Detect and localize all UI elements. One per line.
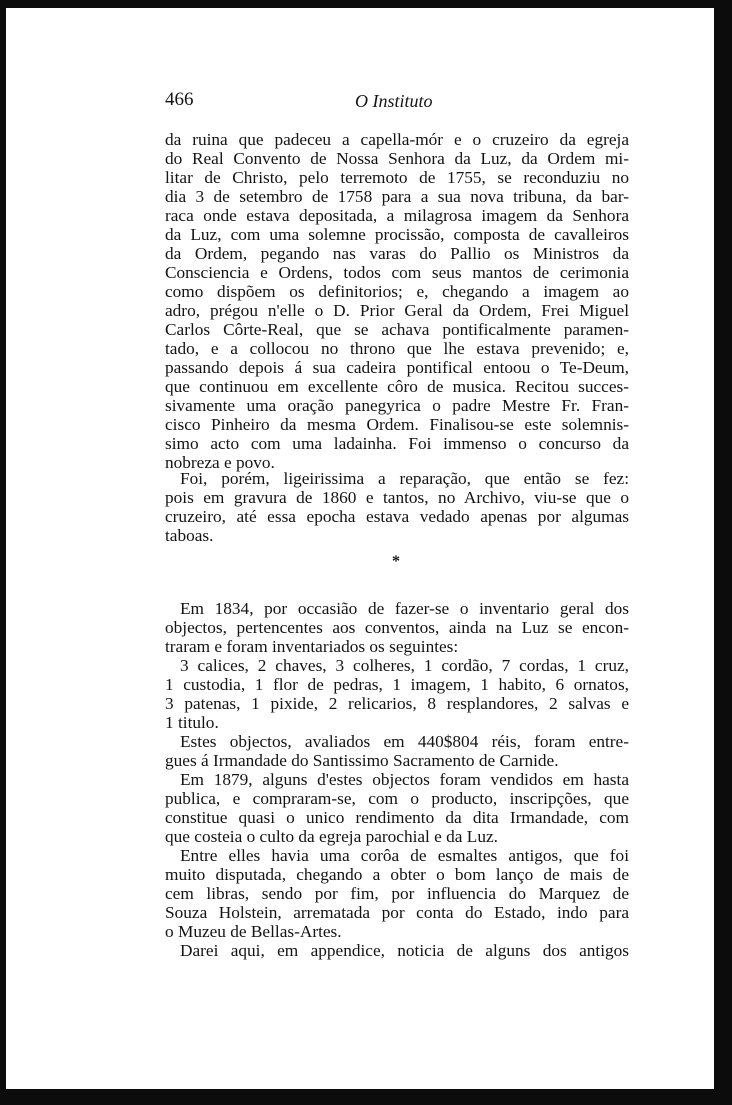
page-number: 466 (165, 89, 194, 110)
text-line: Em 1834, por occasião de fazer-se o inventario geral dos (180, 599, 629, 618)
text-line: objectos, pertencentes aos conventos, ainda na Luz se encon- (165, 618, 629, 637)
text-line: Entre elles havia uma corôa de esmaltes antigos, que foi (180, 846, 629, 865)
text-line: Darei aqui, em appendice, noticia de alguns dos antigos (180, 941, 629, 960)
text-line: do Real Convento de Nossa Senhora da Luz, da Ordem mi- (165, 149, 629, 168)
text-line: da ruina que padeceu a capella-mór e o cruzeiro da egreja (165, 130, 629, 149)
running-title: O Instituto (355, 91, 433, 111)
scan-border-top (0, 0, 732, 8)
text-line: 3 patenas, 1 pixide, 2 relicarios, 8 resplandores, 2 salvas e (165, 694, 629, 713)
text-line: gues á Irmandade do Santissimo Sacramento de Carnide. (165, 751, 559, 770)
text-line: o Muzeu de Bellas-Artes. (165, 922, 342, 941)
text-line: Em 1879, alguns d'estes objectos foram vendidos em hasta (180, 770, 629, 789)
text-line: Consciencia e Ordens, todos com seus mantos de cerimonia (165, 263, 629, 282)
text-line: Carlos Côrte-Real, que se achava pontificalmente paramen- (165, 320, 629, 339)
text-line: que costeia o culto da egreja parochial e da Luz. (165, 827, 498, 846)
text-line: cem libras, sendo por fim, por influencia do Marquez de (165, 884, 629, 903)
text-line: muito disputada, chegando a obter o bom lanço de mais de (165, 865, 629, 884)
scan-border-bottom (0, 1089, 732, 1105)
text-line: raca onde estava depositada, a milagrosa imagem da Senhora (165, 206, 629, 225)
text-line: como dispõem os definitorios; e, chegando a imagem ao (165, 282, 629, 301)
text-line: tado, e a collocou no throno que lhe estava prevenido; e, (165, 339, 629, 358)
text-line: pois em gravura de 1860 e tantos, no Archivo, viu-se que o (165, 488, 629, 507)
text-line: traram e foram inventariados os seguintes: (165, 637, 459, 656)
scan-border-right (714, 0, 732, 1105)
text-line: Souza Holstein, arrematada por conta do Estado, indo para (165, 903, 629, 922)
text-line: passando depois á sua cadeira pontifical entoou o Te-Deum, (165, 358, 629, 377)
text-line: taboas. (165, 526, 214, 545)
section-separator-asterisk: * (392, 553, 400, 570)
text-line: da Ordem, pegando nas varas do Pallio os Ministros da (165, 244, 629, 263)
text-line: constitue quasi o unico rendimento da dita Irmandade, com (165, 808, 629, 827)
text-line: 1 custodia, 1 flor de pedras, 1 imagem, 1 habito, 6 ornatos, (165, 675, 629, 694)
text-line: Foi, porém, ligeirissima a reparação, que então se fez: (180, 469, 629, 488)
text-line: 3 calices, 2 chaves, 3 colheres, 1 cordão, 7 cordas, 1 cruz, (180, 656, 629, 675)
text-line: dia 3 de setembro de 1758 para a sua nova tribuna, da bar- (165, 187, 629, 206)
text-line: que continuou em excellente côro de musica. Recitou succes- (165, 377, 629, 396)
text-line: sivamente uma oração panegyrica o padre Mestre Fr. Fran- (165, 396, 629, 415)
text-line: publica, e compraram-se, com o producto, inscripções, que (165, 789, 629, 808)
scan-border-left (0, 0, 6, 1105)
text-line: cisco Pinheiro da mesma Ordem. Finalisou-se este solemnis- (165, 415, 629, 434)
text-line: nobreza e povo. (165, 453, 275, 472)
text-line: da Luz, com uma solemne procissão, composta de cavalleiros (165, 225, 629, 244)
text-line: Estes objectos, avaliados em 440$804 réis, foram entre- (180, 732, 629, 751)
text-line: adro, prégou n'elle o D. Prior Geral da Ordem, Frei Miguel (165, 301, 629, 320)
text-line: 1 titulo. (165, 713, 219, 732)
text-line: litar de Christo, pelo terremoto de 1755, se reconduziu no (165, 168, 629, 187)
text-line: simo acto com uma ladainha. Foi immenso o concurso da (165, 434, 629, 453)
text-line: cruzeiro, até essa epocha estava vedado apenas por algumas (165, 507, 629, 526)
